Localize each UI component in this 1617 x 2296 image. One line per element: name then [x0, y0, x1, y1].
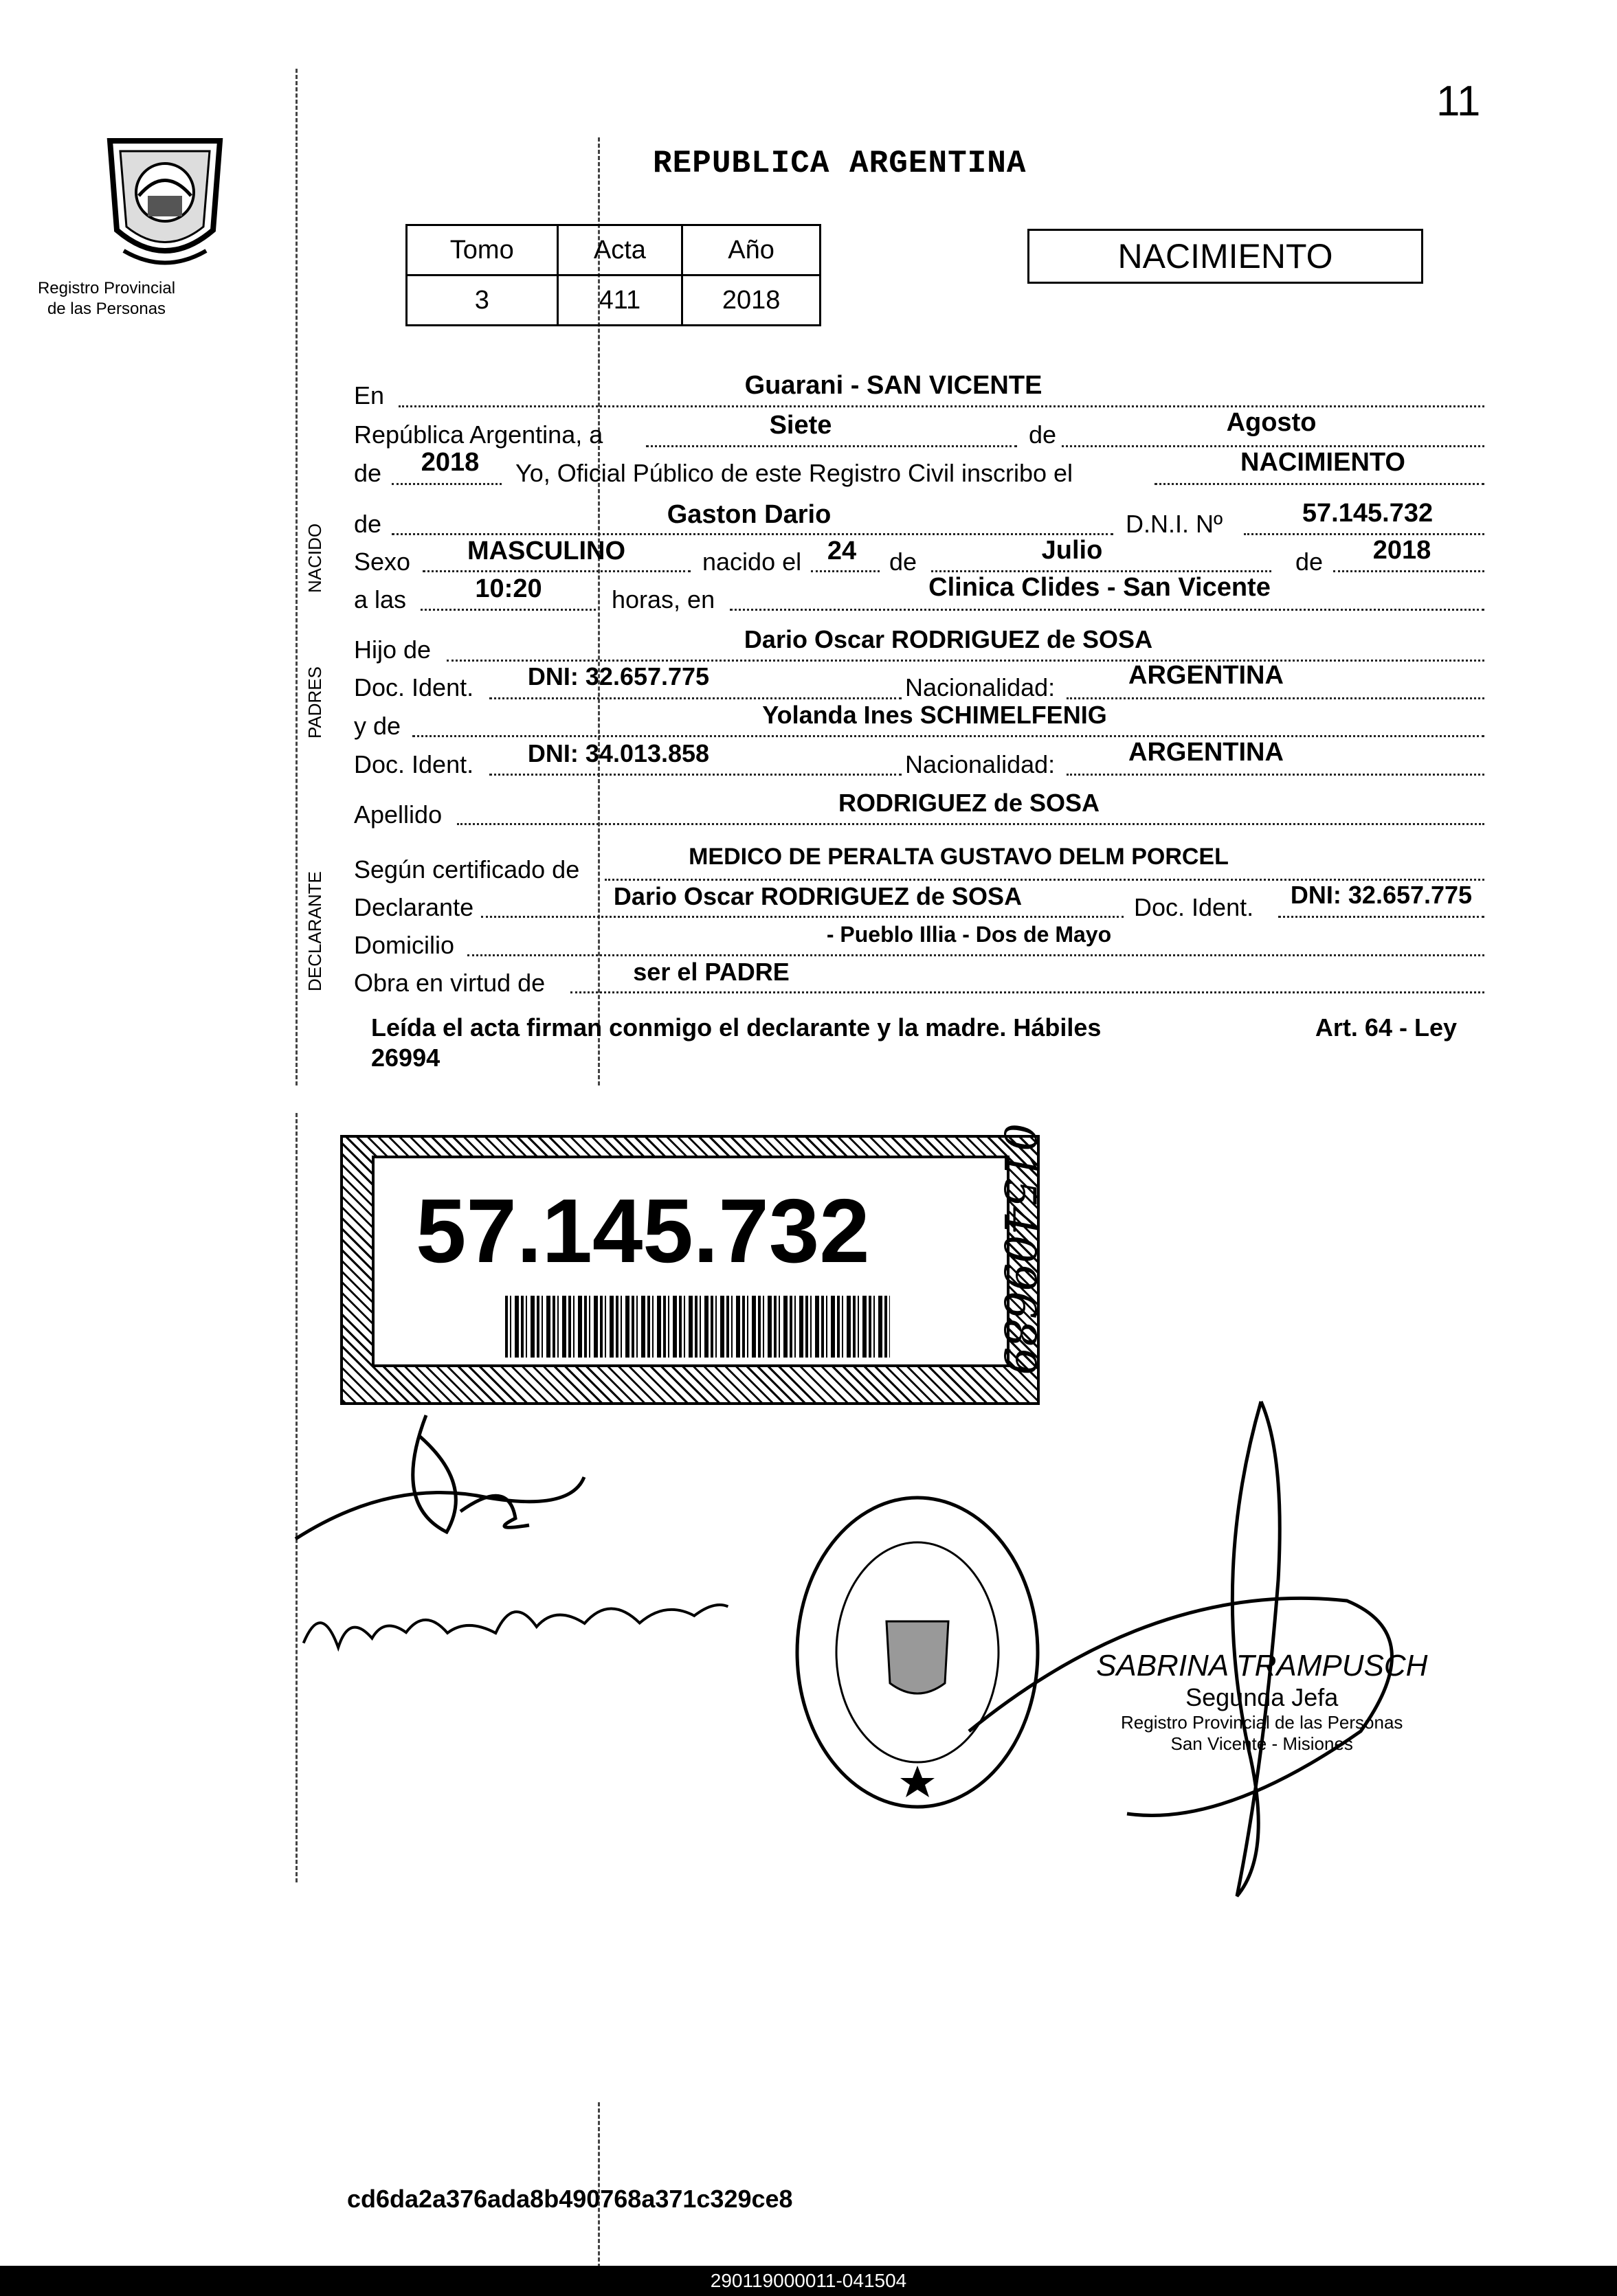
label-republica: República Argentina, a — [354, 420, 603, 449]
label-nacionalidad-mother: Nacionalidad: — [905, 750, 1056, 778]
value-birth-place: Clinica Clides - San Vicente — [928, 573, 1271, 602]
side-label-nacido: NACIDO — [304, 523, 325, 593]
registry-name-line2: de las Personas — [47, 300, 166, 318]
reference-table — [405, 224, 821, 326]
mother-signature — [293, 1558, 738, 1681]
official-location: San Vicente - Misiones — [1170, 1733, 1353, 1754]
value-birth-month: Julio — [1041, 536, 1103, 565]
label-domicilio: Domicilio — [354, 931, 455, 959]
value-father-name: Dario Oscar RODRIGUEZ de SOSA — [744, 625, 1153, 653]
dni-sticker-number: 57.145.732 — [416, 1180, 870, 1281]
value-father-nat: ARGENTINA — [1128, 661, 1284, 690]
registry-seal — [96, 127, 234, 275]
official-office: Registro Provincial de las Personas — [1121, 1712, 1403, 1733]
value-capacity: ser el PADRE — [633, 958, 790, 986]
registry-name-line1: Registro Provincial — [37, 279, 176, 297]
label-de-name: de — [354, 510, 382, 538]
label-dni: D.N.I. Nº — [1126, 510, 1223, 538]
label-nacido-el: nacido el — [702, 548, 802, 576]
value-dni: 57.145.732 — [1302, 499, 1434, 528]
value-day-word: Siete — [769, 411, 832, 440]
closing-note — [371, 1013, 1457, 1073]
label-horas-en: horas, en — [612, 585, 715, 614]
label-obra: Obra en virtud de — [354, 969, 546, 997]
side-label-declarante: DECLARANTE — [304, 871, 325, 991]
label-en: En — [354, 381, 385, 409]
closing-note-text: Leída el acta firman conmigo el declarante y la madre. Hábiles — [371, 1013, 1102, 1042]
label-de-month: de — [1029, 420, 1057, 449]
label-segun-cert: Según certificado de — [354, 855, 580, 883]
value-certificate: MEDICO DE PERALTA GUSTAVO DELM PORCEL — [689, 844, 1229, 870]
label-yo-oficial: Yo, Oficial Público de este Registro Civil inscribo el — [515, 459, 1073, 487]
ref-value-acta: 411 — [557, 275, 682, 326]
value-father-doc: DNI: 32.657.775 — [527, 662, 710, 690]
label-doc-ident-mother: Doc. Ident. — [354, 750, 474, 778]
side-label-padres: PADRES — [304, 666, 325, 739]
label-doc-ident-father: Doc. Ident. — [354, 673, 474, 701]
value-mother-name: Yolanda Ines SCHIMELFENIG — [762, 701, 1107, 729]
label-doc-ident-declarant: Doc. Ident. — [1134, 893, 1254, 921]
value-place: Guarani - SAN VICENTE — [744, 371, 1042, 400]
document-hash: cd6da2a376ada8b490768a371c329ce8 — [347, 2185, 793, 2213]
ref-value-ano: 2018 — [682, 275, 821, 326]
label-declarante: Declarante — [354, 893, 474, 921]
label-de-birth-year: de — [1295, 548, 1324, 576]
dni-sticker-barcode — [505, 1296, 890, 1358]
value-year: 2018 — [421, 448, 480, 477]
closing-law: Art. 64 - Ley — [1315, 1013, 1457, 1042]
value-declarant: Dario Oscar RODRIGUEZ de SOSA — [613, 882, 1023, 910]
document-type-box: NACIMIENTO — [1027, 229, 1423, 284]
label-de-year: de — [354, 459, 382, 487]
label-y-de: y de — [354, 712, 401, 740]
value-act-type: NACIMIENTO — [1240, 448, 1405, 477]
ref-header-acta: Acta — [557, 225, 682, 275]
value-mother-doc: DNI: 34.013.858 — [527, 739, 710, 767]
label-hijo-de: Hijo de — [354, 635, 432, 664]
footer-code: 290119000011-041504 — [710, 2270, 907, 2291]
value-mother-nat: ARGENTINA — [1128, 738, 1284, 767]
value-time: 10:20 — [475, 574, 542, 603]
value-declarant-doc: DNI: 32.657.775 — [1290, 881, 1473, 909]
label-a-las: a las — [354, 585, 407, 614]
label-sexo: Sexo — [354, 548, 411, 576]
ref-header-ano: Año — [682, 225, 821, 275]
ref-value-tomo: 3 — [407, 275, 558, 326]
value-birth-year: 2018 — [1372, 536, 1431, 565]
value-name: Gaston Dario — [667, 500, 832, 529]
official-name: SABRINA TRAMPUSCH — [1096, 1649, 1428, 1682]
label-apellido: Apellido — [354, 800, 443, 829]
value-surname: RODRIGUEZ de SOSA — [838, 789, 1100, 817]
ref-header-tomo: Tomo — [407, 225, 558, 275]
page-number: 11 — [1436, 78, 1481, 125]
handwritten-code: 015409689 — [994, 1123, 1045, 1375]
value-month: Agosto — [1226, 408, 1317, 437]
official-stamp — [1096, 1649, 1427, 1755]
value-address: - Pueblo Illia - Dos de Mayo — [826, 922, 1112, 947]
value-sex: MASCULINO — [467, 537, 626, 565]
declarant-signature — [282, 1395, 598, 1560]
closing-law-number: 26994 — [371, 1044, 441, 1072]
document-title: REPUBLICA ARGENTINA — [653, 146, 1027, 181]
official-role: Segunda Jefa — [1185, 1683, 1339, 1711]
label-nacionalidad-father: Nacionalidad: — [905, 673, 1056, 701]
footer-bar — [0, 2266, 1617, 2296]
value-birth-day: 24 — [827, 537, 857, 565]
label-de-birth-month: de — [889, 548, 917, 576]
dni-sticker — [340, 1135, 1040, 1405]
